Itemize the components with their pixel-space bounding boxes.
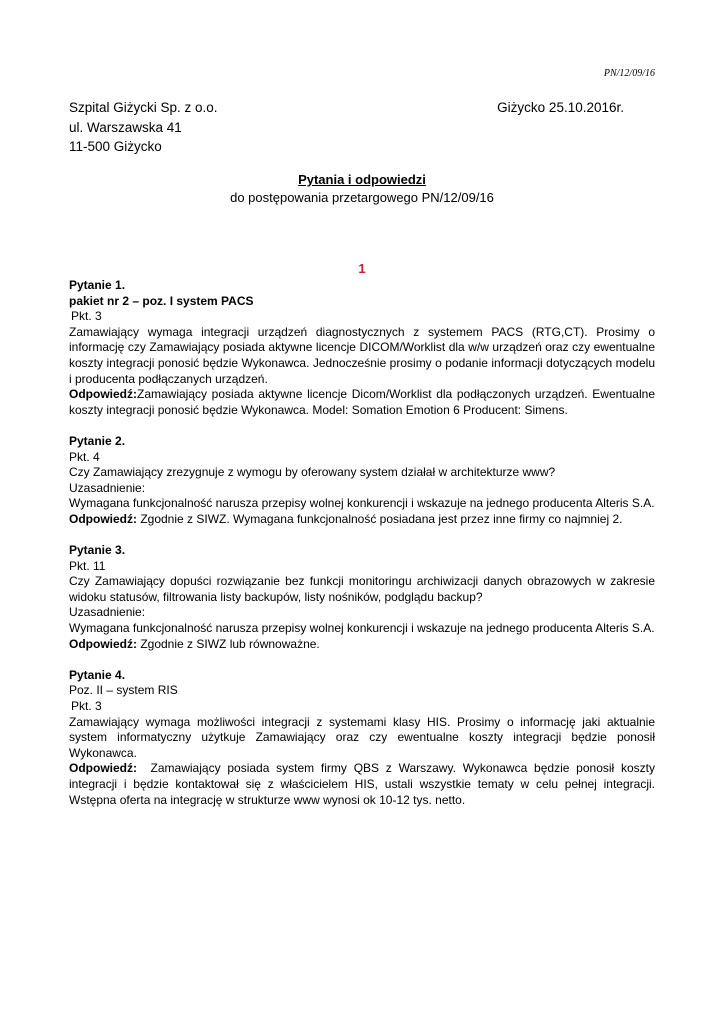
justification-label: Uzasadnienie: bbox=[69, 480, 146, 495]
question-text: Zamawiający wymaga integracji urządzeń diagnostycznych z systemem PACS (RTG,CT). Prosimy o informację czy Zamawiający posiada aktywne licencje DICOM/Worklist dla w/w urządzeń oraz czy ewentualne koszty integracji ponosić będzie Wykonawca. Jednocześnie prosimy o podanie informacji dotyczących modelu i producenta podłączanych urządzeń. bbox=[69, 324, 655, 386]
document-title: Pytania i odpowiedzi bbox=[298, 172, 426, 187]
document-subtitle: do postępowania przetargowego PN/12/09/16 bbox=[230, 190, 494, 205]
answer-text: Zgodnie z SIWZ lub równoważne. bbox=[137, 636, 320, 651]
answer-text: Zamawiający posiada aktywne licencje Dicom/Worklist dla podłączonych urządzeń. Ewentualne koszty integracji ponosić będzie Wykonawca. Model: Somation Emotion 6 Producent: Simens. bbox=[69, 387, 655, 417]
question-block-3 bbox=[69, 543, 655, 652]
sender-address bbox=[69, 98, 218, 157]
answer-text: Zamawiający posiada system firmy QBS z Warszawy. Wykonawca będzie ponosił koszty integracji i będzie kontaktował się z właścicielem HIS, ustali wszystkie tematy w celu pełnej integracji. Wstępna oferta na integrację w strukturze www wynosi ok 10-12 tys. netto. bbox=[69, 761, 659, 807]
question-pkt: Pkt. 3 bbox=[71, 309, 102, 324]
question-block-2 bbox=[69, 434, 655, 528]
question-heading: Pytanie 4. bbox=[69, 667, 126, 682]
reference-number: PN/12/09/16 bbox=[603, 68, 655, 79]
document-date: Giżycko 25.10.2016r. bbox=[497, 100, 624, 115]
answer-label: Odpowiedź: bbox=[69, 387, 137, 402]
answer-paragraph bbox=[69, 512, 655, 528]
questions-section bbox=[69, 278, 659, 824]
question-block-1 bbox=[69, 278, 655, 418]
sender-street: ul. Warszawska 41 bbox=[69, 119, 182, 135]
justification-text: Wymagana funkcjonalność narusza przepisy wolnej konkurencji i wskazuje na jednego producenta Alteris S.A. bbox=[69, 621, 655, 636]
question-heading: Pytanie 3. bbox=[69, 543, 126, 558]
page-number: 1 bbox=[358, 261, 366, 276]
question-text: Zamawiający wymaga możliwości integracji z systemami klasy HIS. Prosimy o informację jaki aktualnie system informatyczny użytkuje Zamawiający oraz czy ewentualne koszty integracji będzie ponosił Wykonawca. bbox=[69, 714, 655, 760]
question-pkt: Pkt. 3 bbox=[71, 699, 102, 714]
answer-text: Zgodnie z SIWZ. Wymagana funkcjonalność posiadana jest przez inne firmy co najmniej 2. bbox=[137, 511, 623, 526]
sender-name: Szpital Giżycki Sp. z o.o. bbox=[69, 100, 218, 115]
question-pkt: Pkt. 11 bbox=[69, 558, 106, 573]
question-block-4 bbox=[69, 667, 659, 808]
question-subheading: Poz. II – system RIS bbox=[69, 683, 178, 698]
question-subheading: pakiet nr 2 – poz. I system PACS bbox=[69, 293, 254, 308]
answer-label: Odpowiedź: bbox=[69, 511, 137, 526]
answer-paragraph bbox=[69, 637, 655, 653]
question-heading: Pytanie 2. bbox=[69, 433, 126, 448]
question-pkt: Pkt. 4 bbox=[69, 449, 100, 464]
sender-city: 11-500 Giżycko bbox=[69, 139, 162, 154]
answer-paragraph bbox=[69, 761, 659, 808]
justification-label: Uzasadnienie: bbox=[69, 605, 146, 620]
question-text: Czy Zamawiający zrezygnuje z wymogu by oferowany system działał w architekturze www? bbox=[69, 465, 556, 480]
question-heading: Pytanie 1. bbox=[69, 278, 126, 292]
answer-label: Odpowiedź: bbox=[69, 636, 137, 651]
justification-text: Wymagana funkcjonalność narusza przepisy wolnej konkurencji i wskazuje na jednego producenta Alteris S.A. bbox=[69, 496, 655, 511]
question-text: Czy Zamawiający dopuści rozwiązanie bez funkcji monitoringu archiwizacji danych obrazowych w zakresie widoku statusów, filtrowania listy backupów, listy nośników, podglądu backup? bbox=[69, 574, 655, 604]
answer-paragraph bbox=[69, 387, 655, 418]
answer-label: Odpowiedź: bbox=[69, 761, 137, 776]
